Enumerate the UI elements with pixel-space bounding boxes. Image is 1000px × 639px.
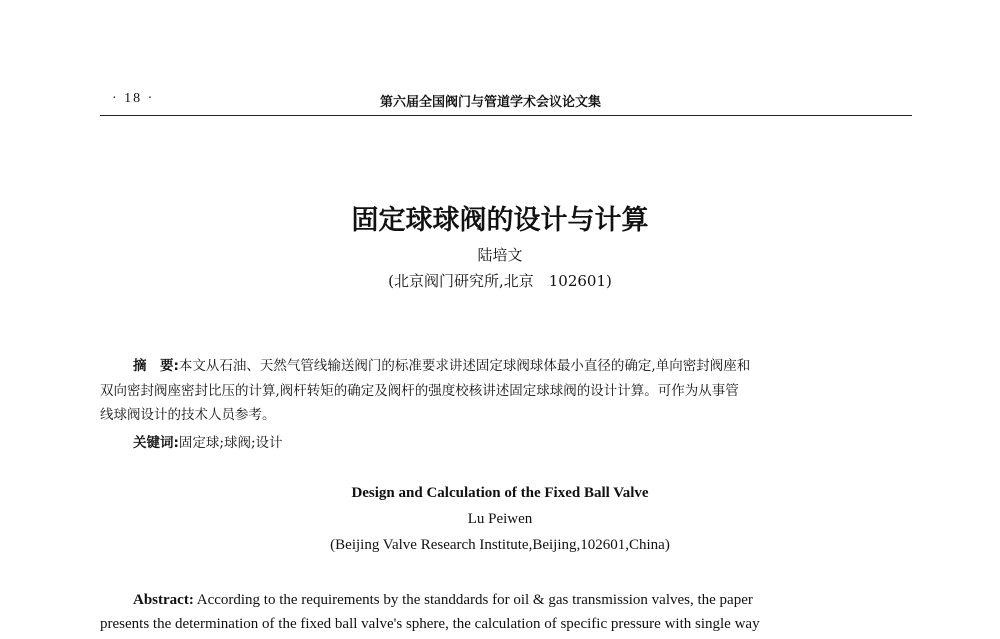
author-en: Lu Peiwen — [467, 511, 533, 527]
keywords-cn — [133, 431, 283, 451]
abstract-en-text: According to the requirements by the standdards for oil & gas transmission valves, the paper — [193, 592, 753, 608]
journal-title: 第六届全国阀门与管道学术会议论文集 — [380, 95, 602, 110]
affiliation-cn: (北京阀门研究所,北京 102601) — [388, 272, 612, 290]
author-cn: 陆培文 — [477, 246, 523, 264]
abstract-cn-line-2: 双向密封阀座密封比压的计算,阀杆转矩的确定及阀杆的强度校核讲述固定球球阀的设计计算。可作为从事管 — [100, 382, 739, 399]
article-title-cn: 固定球球阀的设计与计算 — [351, 205, 649, 236]
abstract-cn-line-3: 线球阀设计的技术人员参考。 — [100, 407, 276, 423]
abstract-en-line-1 — [100, 588, 912, 612]
article-title-en: Design and Calculation of the Fixed Ball Valve — [351, 485, 649, 501]
abstract-cn-text: 本文从石油、天然气管线输送阀门的标准要求讲述固定球阀球体最小直径的确定,单向密封阀座和 — [178, 358, 751, 374]
running-header — [100, 88, 912, 114]
abstract-cn-label: 摘 要: — [133, 358, 179, 374]
affiliation-en: (Beijing Valve Research Institute,Beijing,102601,China) — [330, 537, 670, 553]
keywords-text: 固定球;球阀;设计 — [178, 435, 283, 451]
abstract-en-line-2: presents the determination of the fixed ball valve's sphere, the calculation of specific pressure with single way — [100, 616, 760, 632]
abstract-en — [100, 588, 912, 636]
page-number: · 18 · — [112, 91, 155, 106]
abstract-cn-line-1 — [100, 354, 912, 379]
abstract-en-label: Abstract: — [133, 592, 194, 608]
header-rule — [100, 115, 912, 116]
abstract-cn — [100, 354, 912, 428]
keywords-label: 关键词: — [133, 435, 179, 451]
